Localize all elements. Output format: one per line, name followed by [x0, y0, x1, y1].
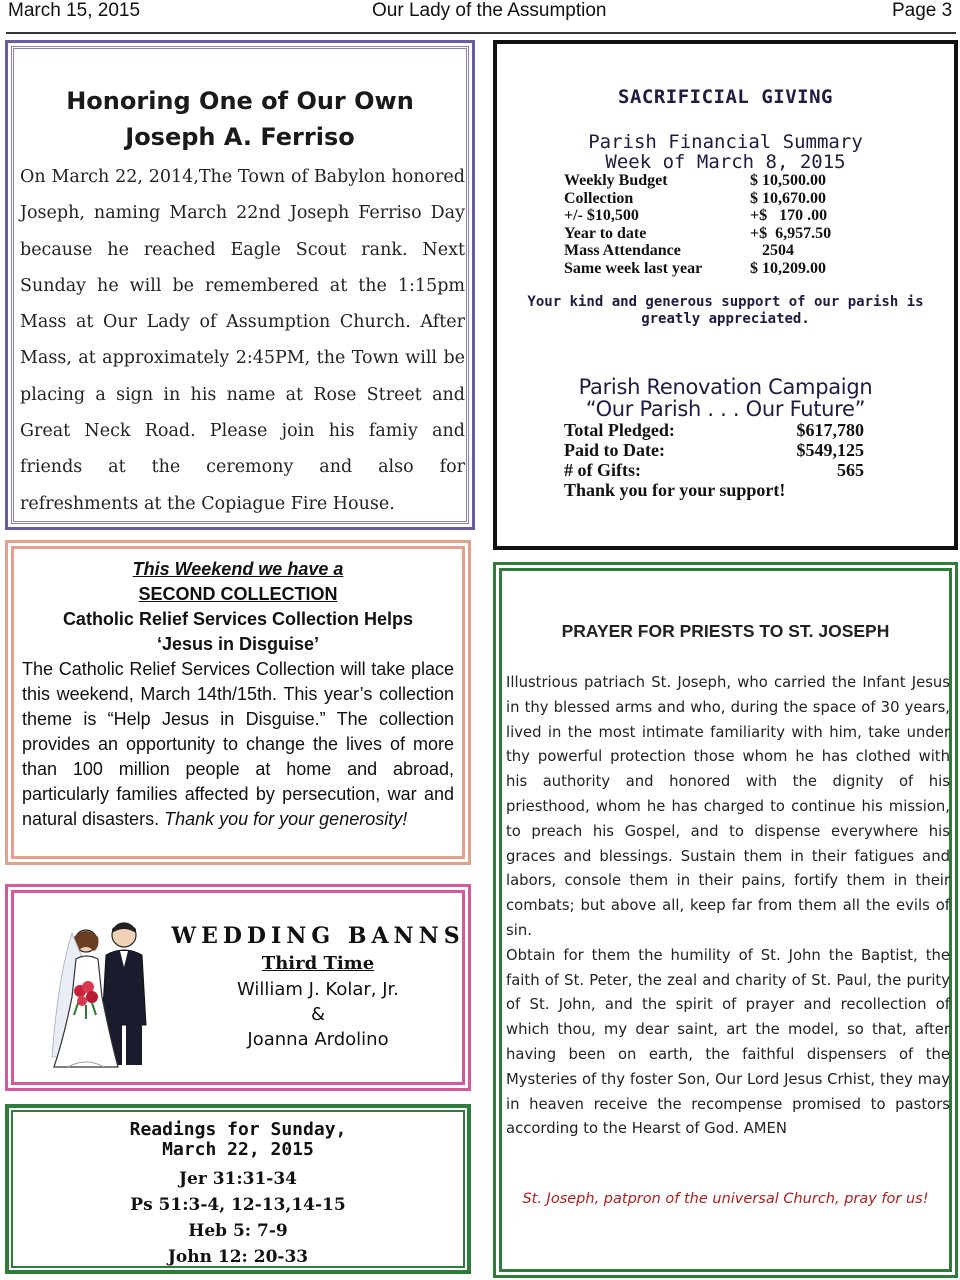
financial-row	[564, 172, 894, 190]
financial-value: $ 10,670.00	[750, 189, 826, 207]
header-title: Our Lady of the Assumption	[372, 0, 607, 21]
renovation-table	[564, 420, 864, 500]
collection-line1: This Weekend we have a	[132, 559, 344, 579]
financial-row	[564, 260, 894, 278]
reading-item: Ps 51:3-4, 12-13,14-15	[130, 1195, 346, 1215]
financial-row	[564, 207, 894, 225]
prayer-body	[506, 671, 950, 1142]
collection-content	[22, 557, 454, 832]
header-page-number: Page 3	[892, 0, 953, 21]
financial-label: Mass Attendance	[564, 242, 681, 259]
honoring-body: On March 22, 2014,The Town of Babylon honored Joseph, naming March 22nd Joseph Ferriso Day because he reached Eagle Scout rank. Next Sunday he will be remembered at the 1:15pm Mass at Our Lady of Assumption Church. After Mass, at approximately 2:45PM, the Town will be placing a sign in his name at Rose Street and Great Neck Road. Please join his famiy and friends at the ceremony and also for refreshments at the Copiague Fire House.	[20, 167, 465, 514]
financial-summary-title	[497, 132, 954, 172]
collection-body	[22, 657, 454, 832]
prayer-footer: St. Joseph, patpron of the universal Church, pray for us!	[522, 1191, 929, 1207]
financial-value: $ 10,209.00	[750, 259, 826, 277]
wedding-ampersand: &	[310, 1004, 326, 1025]
page-header	[0, 0, 960, 36]
financial-summary-title-1: Parish Financial Summary	[588, 131, 863, 153]
renovation-label: Paid to Date:	[564, 440, 665, 460]
financial-label: +/- $10,500	[564, 207, 639, 224]
readings-title-1: Readings for Sunday,	[129, 1119, 347, 1140]
collection-box	[5, 540, 471, 865]
wedding-title: WEDDING BANNS	[171, 923, 465, 949]
readings-list	[9, 1166, 467, 1270]
prayer-title: PRAYER FOR PRIESTS TO ST. JOSEPH	[561, 621, 890, 641]
support-message	[497, 294, 954, 328]
honoring-title-line2: Joseph A. Ferriso	[125, 123, 355, 151]
wedding-box	[5, 884, 471, 1091]
renovation-value: $549,125	[796, 440, 864, 460]
collection-line3: Catholic Relief Services Collection Helps	[62, 609, 414, 629]
renovation-title	[497, 376, 954, 420]
collection-line2: SECOND COLLECTION	[138, 584, 338, 604]
prayer-box	[493, 562, 958, 1278]
reading-item: Jer 31:31-34	[178, 1169, 298, 1189]
header-date: March 15, 2015	[8, 0, 141, 21]
header-divider	[6, 32, 956, 34]
financial-label: Same week last year	[564, 259, 703, 277]
financial-summary-title-2: Week of March 8, 2015	[605, 151, 846, 173]
prayer-paragraph-1: Illustrious patriach St. Joseph, who carried the Infant Jesus in thy blessed arms and who, during the space of 30 years, lived in the most intimate familiarity with him, take under thy powerful protection those whom he has clothed with his authority and honored with the dignity of his priesthood, whom he has charged to continue his mission, to preach his Gospel, and to dispense everywhere his graces and blessings. Sustain them in their fatigues and labors, console them in their pains, fortify them in their combats; but above all, keep far from them all the evils of sin.	[506, 674, 950, 939]
honoring-title	[8, 83, 472, 155]
financial-value: +$ 6,957.50	[750, 224, 832, 242]
renovation-label: # of Gifts:	[564, 460, 641, 480]
collection-thanks: Thank you for your generosity!	[164, 809, 408, 829]
financial-row	[564, 242, 894, 260]
honoring-box	[5, 40, 475, 530]
support-message-line1: Your kind and generous support of our parish is	[527, 294, 924, 310]
renovation-row	[564, 460, 864, 480]
wedding-name-2: Joanna Ardolino	[247, 1029, 389, 1050]
giving-box	[493, 40, 958, 550]
financial-row	[564, 225, 894, 243]
renovation-title-1: Parish Renovation Campaign	[578, 375, 873, 399]
financial-table	[564, 172, 894, 277]
reading-item: John 12: 20-33	[167, 1247, 309, 1267]
honoring-title-line1: Honoring One of Our Own	[66, 87, 414, 115]
renovation-row	[564, 420, 864, 440]
readings-title-2: March 22, 2015	[162, 1139, 314, 1160]
giving-heading: SACRIFICIAL GIVING	[618, 86, 833, 108]
financial-label: Collection	[564, 189, 634, 207]
wedding-names	[8, 977, 468, 1052]
renovation-value: $617,780	[796, 420, 864, 440]
reading-item: Heb 5: 7-9	[188, 1221, 288, 1241]
renovation-row	[564, 440, 864, 460]
collection-body-text: The Catholic Relief Services Collection will take place this weekend, March 14th/15th. This year’s collection theme is “Help Jesus in Disguise.” The collection provides an opportunity to change the lives of more than 100 million people at home and abroad, particularly families affected by persecution, war and natural disasters.	[22, 659, 454, 829]
support-message-line2: greatly appreciated.	[641, 311, 810, 327]
renovation-label: Total Pledged:	[564, 420, 675, 440]
financial-value: 2504	[750, 242, 794, 259]
financial-value: +$ 170 .00	[750, 207, 828, 224]
renovation-thanks: Thank you for your support!	[564, 480, 786, 500]
wedding-name-1: William J. Kolar, Jr.	[236, 979, 400, 1000]
prayer-paragraph-2: Obtain for them the humility of St. John the Baptist, the faith of St. Peter, the zeal and charity of St. Paul, the purity of St. John, and the spirit of prayer and recollection of which thou, my dear saint, art the model, so that, after having been on earth, the faithful dispensers of the Mysteries of thy foster Son, Our Lord Jesus Crhist, they may in heaven receive the recompense promised to pastors according to the Hearst of God. AMEN	[506, 946, 950, 1138]
financial-label: Year to date	[564, 224, 647, 242]
financial-label: Weekly Budget	[564, 172, 668, 189]
renovation-value: 565	[837, 460, 864, 480]
renovation-title-2: “Our Parish . . . Our Future”	[585, 397, 866, 421]
readings-title	[9, 1120, 467, 1160]
financial-value: $ 10,500.00	[750, 172, 826, 189]
wedding-subtitle: Third Time	[261, 953, 375, 974]
readings-box	[5, 1104, 471, 1274]
collection-line4: ‘Jesus in Disguise’	[156, 634, 320, 654]
financial-row	[564, 190, 894, 208]
